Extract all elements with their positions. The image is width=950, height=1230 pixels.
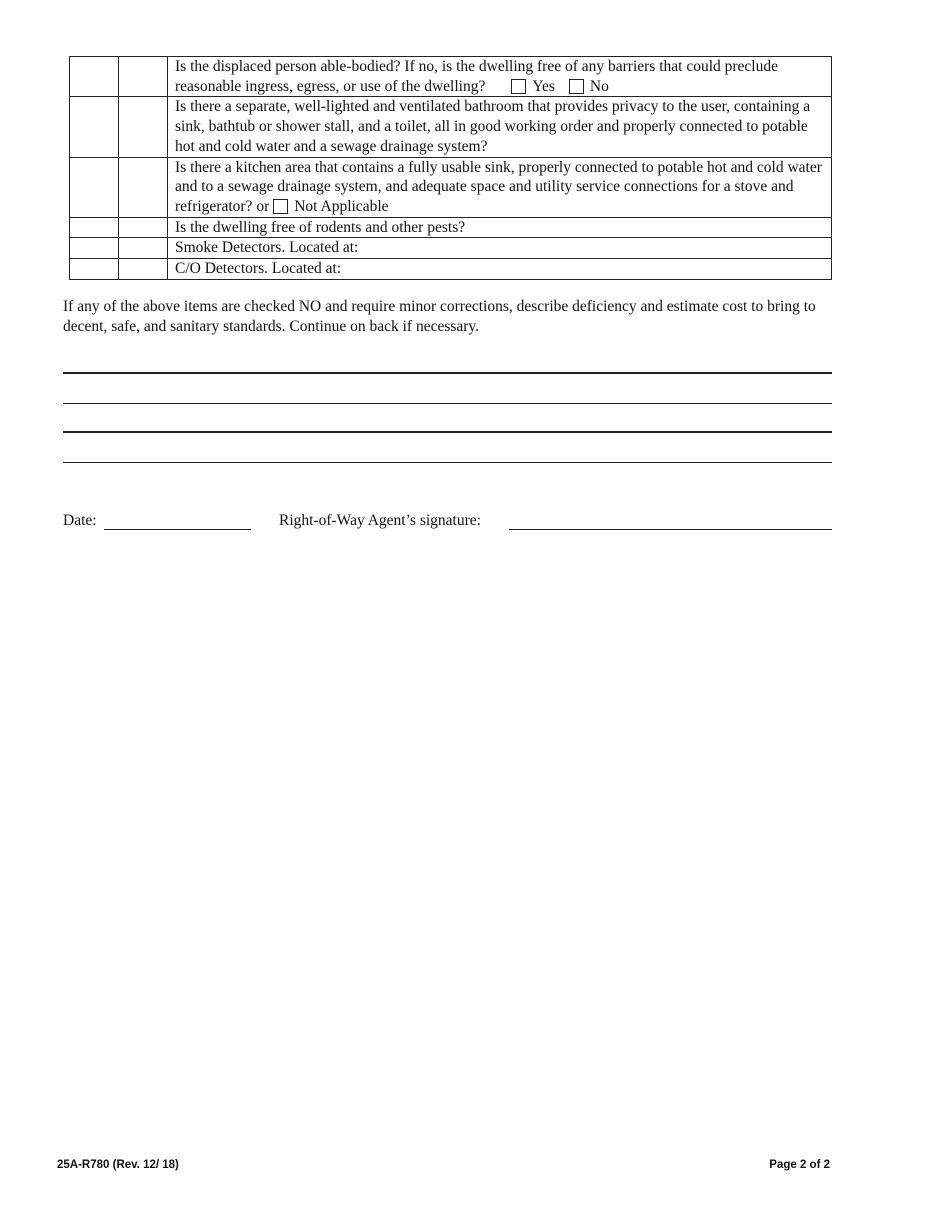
table-row [70, 57, 832, 97]
no-cell[interactable] [119, 157, 168, 217]
question-text: Is there a kitchen area that contains a fully usable sink, properly connected to potable hot and cold water and to a sewage drainage system, and adequate space and utility service connections for a stove and refrigerator? or [175, 158, 822, 215]
question-cell [168, 57, 832, 97]
question-cell [168, 259, 832, 280]
not-applicable-checkbox[interactable] [273, 199, 288, 214]
question-text: Smoke Detectors. Located at: [175, 239, 359, 257]
date-field[interactable] [104, 529, 251, 530]
table-row [70, 157, 832, 217]
yes-cell[interactable] [70, 259, 119, 280]
deficiency-line[interactable] [63, 462, 832, 463]
yes-cell[interactable] [70, 217, 119, 238]
not-applicable-label: Not Applicable [294, 197, 389, 215]
page-number: Page 2 of 2 [769, 1159, 830, 1171]
question-cell [168, 238, 832, 259]
no-cell[interactable] [119, 97, 168, 157]
deficiency-line[interactable] [63, 372, 832, 374]
no-checkbox[interactable] [569, 79, 584, 94]
date-label: Date: [63, 512, 97, 529]
question-cell [168, 157, 832, 217]
table-row [70, 238, 832, 259]
instructions-text: If any of the above items are checked NO and require minor corrections, describe deficiency and estimate cost to bring to decent, safe, and sanitary standards. Continue on back if necessary. [63, 298, 816, 335]
question-text: Is the dwelling free of rodents and other pests? [175, 218, 466, 236]
yes-cell[interactable] [70, 238, 119, 259]
question-text: C/O Detectors. Located at: [175, 260, 342, 278]
question-text: Is the displaced person able-bodied? If no, is the dwelling free of any barriers that could preclude reasonable ingress, egress, or use of the dwelling? [175, 58, 778, 95]
no-cell[interactable] [119, 259, 168, 280]
table-row [70, 97, 832, 157]
deficiency-line[interactable] [63, 403, 832, 404]
signature-row [63, 512, 832, 534]
yes-cell[interactable] [70, 97, 119, 157]
question-cell [168, 217, 832, 238]
yes-cell[interactable] [70, 57, 119, 97]
checklist-table [69, 56, 832, 280]
question-text: Is there a separate, well-lighted and ventilated bathroom that provides privacy to the user, containing a sink, bathtub or shower stall, and a toilet, all in good working order and properly connected to potable hot and cold water and a sewage drainage system? [175, 98, 811, 155]
agent-signature-label: Right-of-Way Agent’s signature: [279, 512, 481, 529]
form-number: 25A-R780 (Rev. 12/ 18) [57, 1159, 179, 1171]
yes-cell[interactable] [70, 157, 119, 217]
table-row [70, 217, 832, 238]
agent-signature-field[interactable] [509, 529, 832, 530]
yes-checkbox[interactable] [511, 79, 526, 94]
no-cell[interactable] [119, 238, 168, 259]
no-label: No [589, 77, 609, 95]
yes-label: Yes [532, 77, 555, 95]
no-cell[interactable] [119, 217, 168, 238]
question-cell [168, 97, 832, 157]
no-cell[interactable] [119, 57, 168, 97]
table-row [70, 259, 832, 280]
deficiency-line[interactable] [63, 431, 832, 433]
